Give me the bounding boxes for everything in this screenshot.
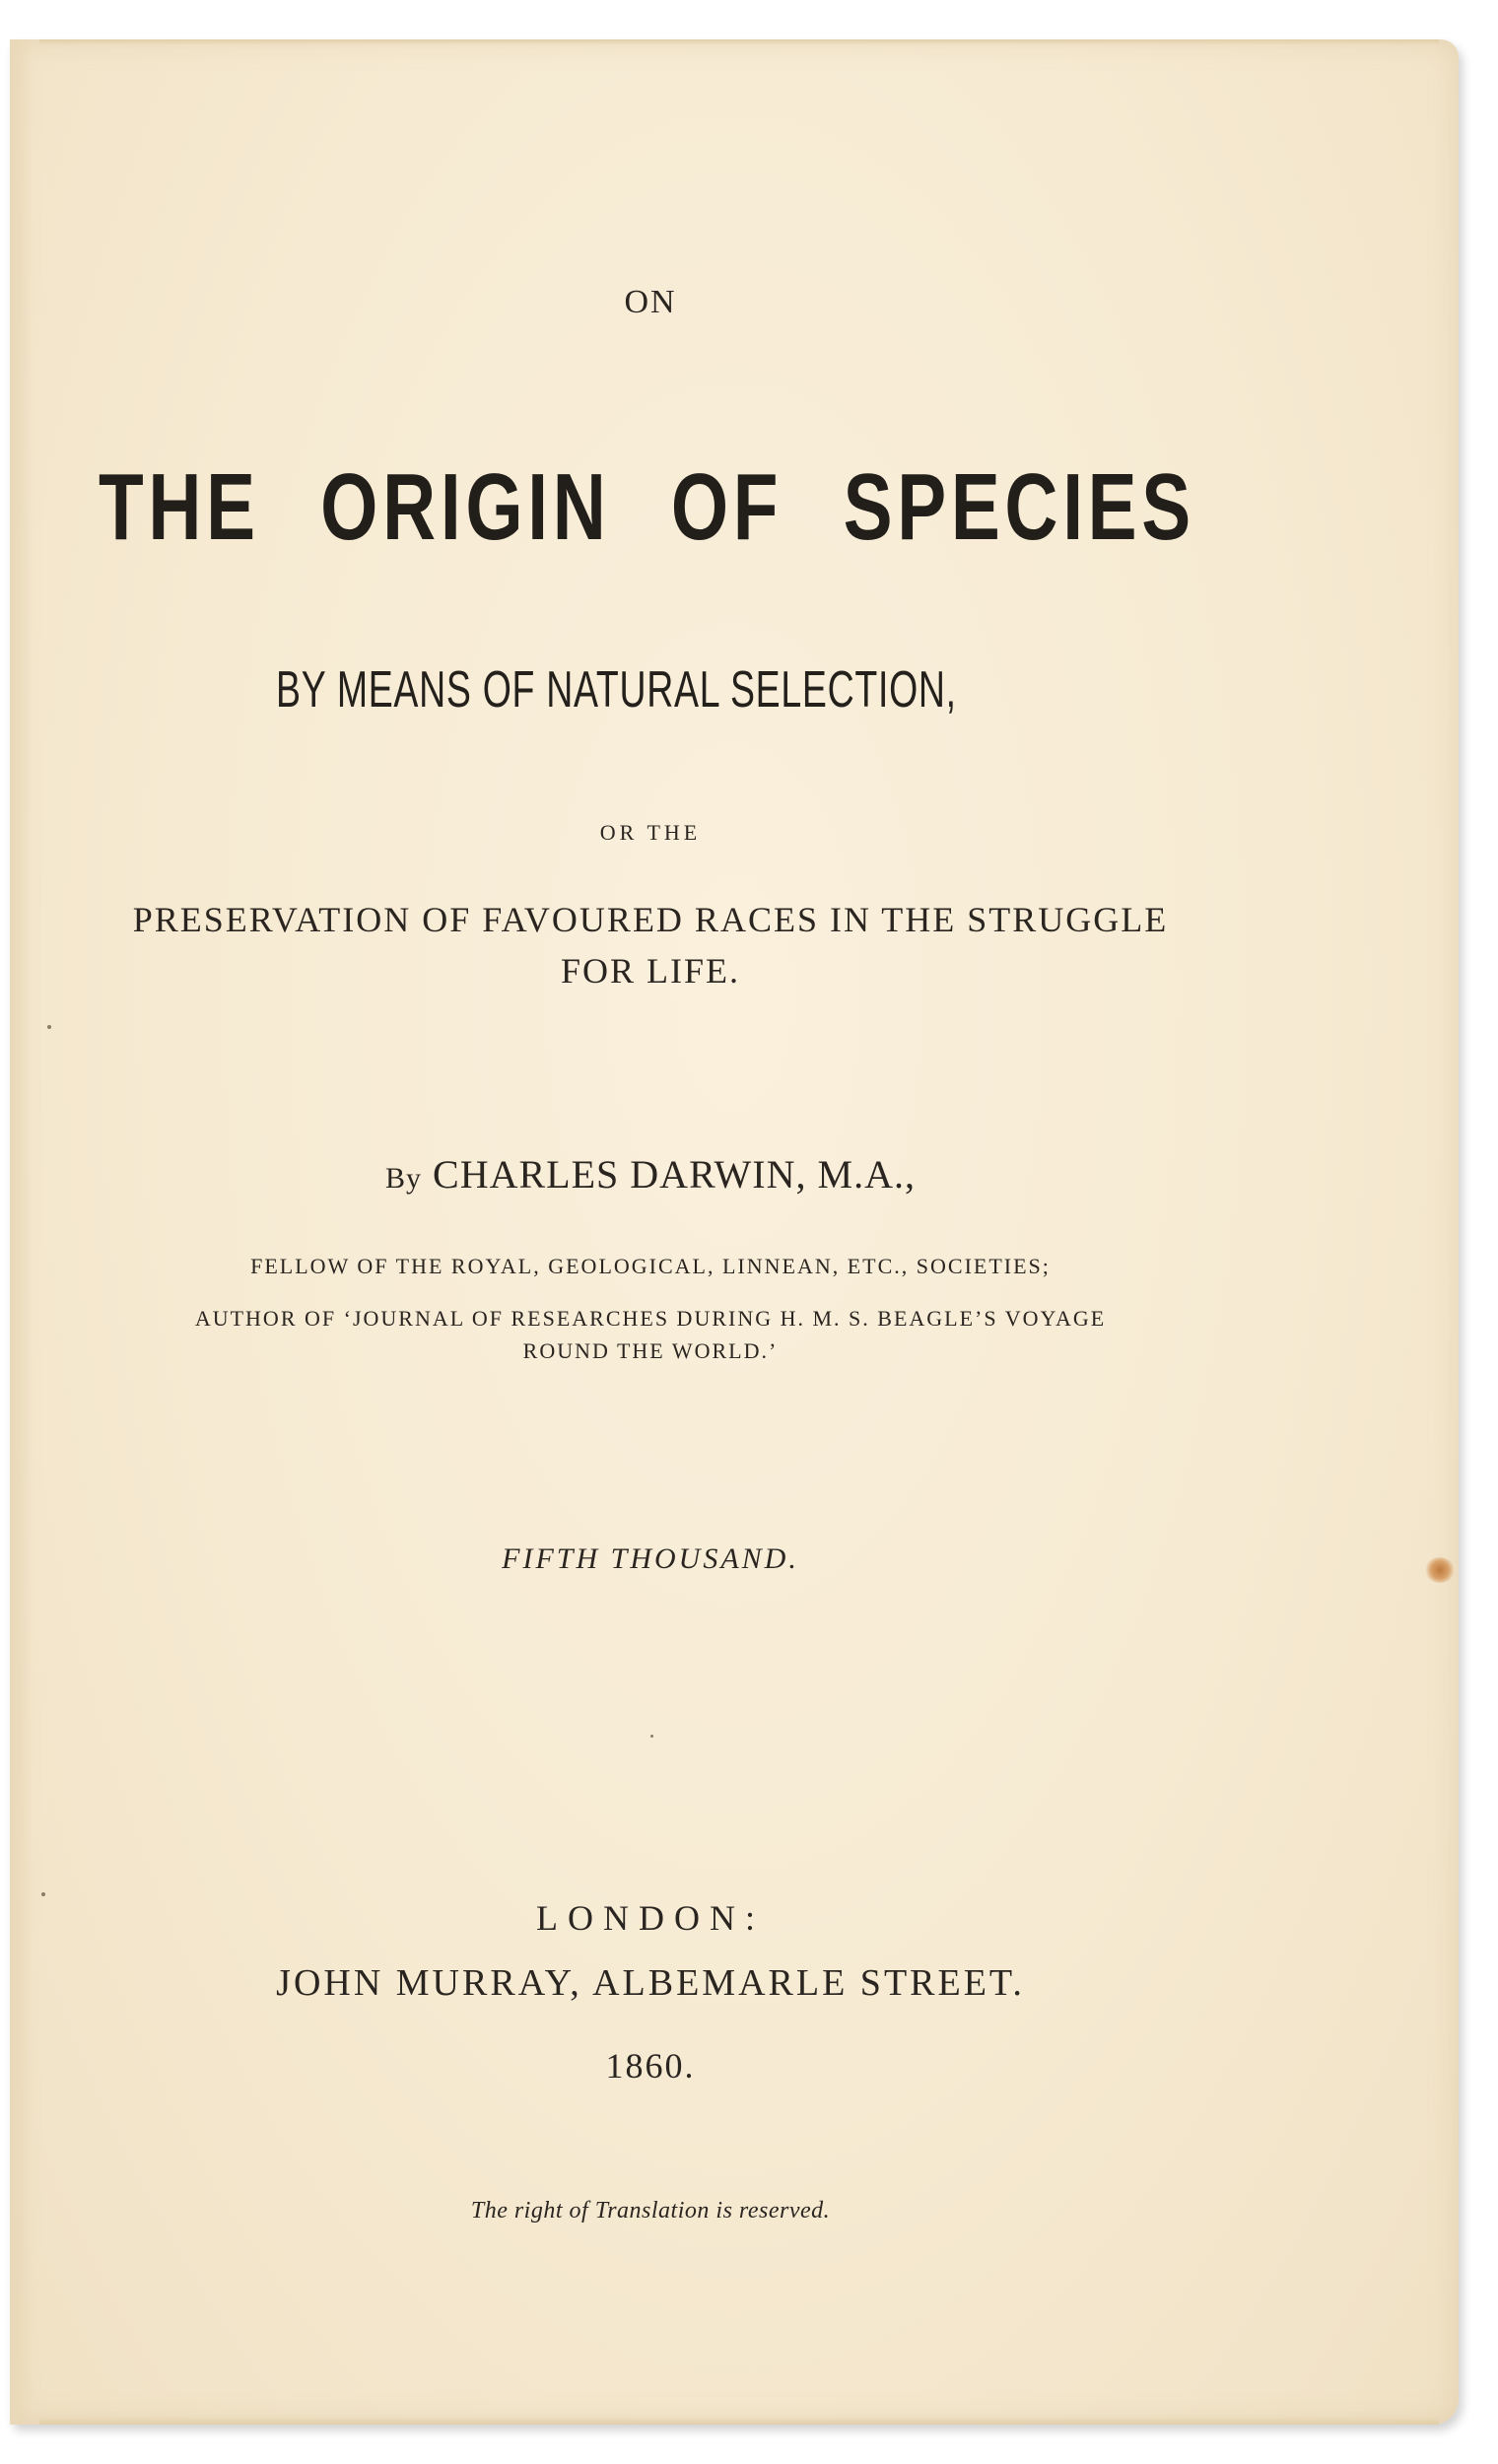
imprint-publisher: JOHN MURRAY, ALBEMARLE STREET. bbox=[276, 1962, 1025, 2004]
author-credit-line-1: AUTHOR OF ‘JOURNAL OF RESEARCHES DURING H. M. S. BEAGLE’S VOYAGE bbox=[194, 1306, 1107, 1331]
foxing-stain bbox=[1425, 1557, 1455, 1583]
main-title: THE ORIGIN OF SPECIES bbox=[99, 454, 1195, 560]
alt-title-line-1: PRESERVATION OF FAVOURED RACES IN THE STRUGGLE bbox=[132, 900, 1169, 939]
paper-speck bbox=[47, 1025, 51, 1029]
title-on: ON bbox=[624, 284, 677, 320]
imprint-year: 1860. bbox=[605, 2046, 696, 2086]
author-by: By bbox=[385, 1162, 423, 1195]
paper-speck bbox=[41, 1892, 45, 1896]
title-page bbox=[10, 39, 1459, 2425]
page-top-edge bbox=[39, 39, 1439, 45]
paper-speck bbox=[650, 1735, 653, 1738]
author-credit-line-2: ROUND THE WORLD.’ bbox=[522, 1338, 779, 1363]
imprint-place: LONDON: bbox=[536, 1898, 765, 1938]
author-name: CHARLES DARWIN, M.A., bbox=[433, 1152, 916, 1197]
page-bottom-edge bbox=[39, 2417, 1439, 2425]
alt-title-line-2: FOR LIFE. bbox=[560, 951, 741, 991]
author-line bbox=[10, 1151, 1291, 1198]
edition-note: FIFTH THOUSAND. bbox=[502, 1542, 799, 1575]
or-the: OR THE bbox=[599, 820, 702, 845]
author-fellowship: FELLOW OF THE ROYAL, GEOLOGICAL, LINNEAN, ETC., SOCIETIES; bbox=[250, 1254, 1051, 1278]
rights-notice: The right of Translation is reserved. bbox=[470, 2198, 831, 2224]
subtitle: BY MEANS OF NATURAL SELECTION, bbox=[276, 661, 957, 719]
